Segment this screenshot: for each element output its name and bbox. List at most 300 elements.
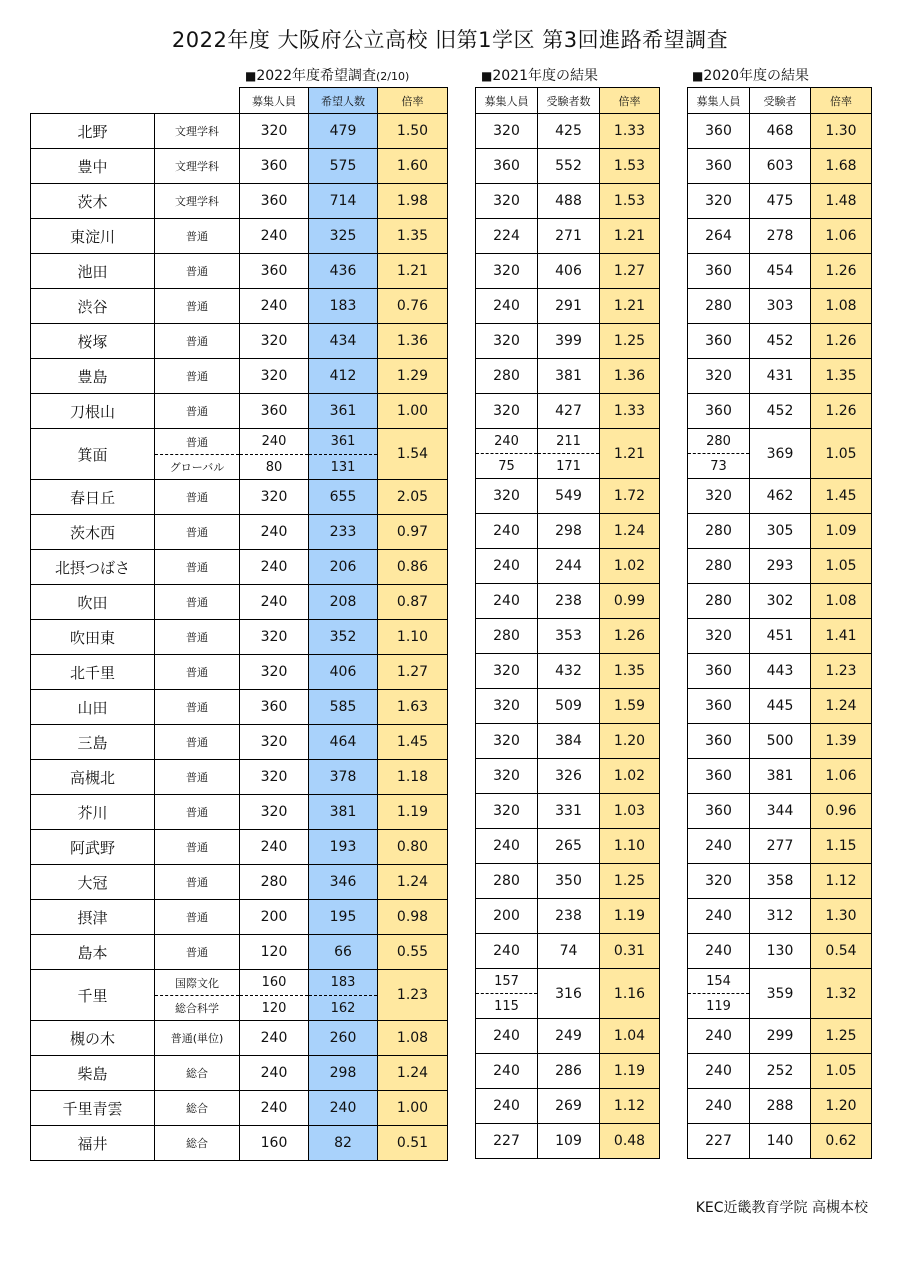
capacity-cell: 280 [688,429,750,454]
school-name: 山田 [31,690,155,725]
table-row [688,219,872,254]
ratio-cell: 1.06 [811,759,872,794]
applicants-cell: 464 [309,725,378,760]
ratio-cell: 1.21 [600,289,660,324]
school-name: 茨木西 [31,515,155,550]
ratio-cell: 1.35 [811,359,872,394]
course-type: 普通 [155,900,240,935]
ratio-cell: 1.05 [811,549,872,584]
applicants-cell: 412 [309,359,378,394]
table-row [476,584,660,619]
table-row [688,114,872,149]
ratio-cell: 1.24 [378,1056,448,1091]
course-type: 普通 [155,690,240,725]
examinees-cell: 353 [538,619,600,654]
capacity-cell: 200 [240,900,309,935]
header-cell: 希望人数 [309,88,378,114]
examinees-cell: 509 [538,689,600,724]
table-row [688,1089,872,1124]
ratio-cell: 1.35 [600,654,660,689]
table-row [688,514,872,549]
examinees-cell: 269 [538,1089,600,1124]
header-cell: 募集人員 [240,88,309,114]
examinees-cell: 452 [750,394,811,429]
examinees-cell: 299 [750,1019,811,1054]
ratio-cell: 1.27 [378,655,448,690]
examinees-cell: 291 [538,289,600,324]
applicants-cell: 66 [309,935,378,970]
course-type: 普通 [155,394,240,429]
examinees-cell: 443 [750,654,811,689]
capacity-cell: 360 [240,394,309,429]
table-row [31,429,448,455]
capacity-cell: 280 [688,584,750,619]
capacity-cell: 240 [240,515,309,550]
capacity-cell: 240 [688,934,750,969]
ratio-cell: 0.96 [811,794,872,829]
course-type: 文理学科 [155,114,240,149]
capacity-cell: 240 [476,429,538,454]
ratio-cell: 1.19 [600,1054,660,1089]
table-row [688,829,872,864]
applicants-cell: 206 [309,550,378,585]
table-row [688,324,872,359]
ratio-cell: 1.36 [600,359,660,394]
applicants-cell: 346 [309,865,378,900]
square-bullet-icon: ■ [692,69,704,83]
capacity-cell: 240 [476,549,538,584]
table-row [476,969,660,994]
header-row [476,88,660,114]
table-row [476,184,660,219]
school-name: 芥川 [31,795,155,830]
table-row [476,934,660,969]
course-type: 普通 [155,429,240,455]
ratio-cell: 1.05 [811,429,872,479]
ratio-cell: 1.63 [378,690,448,725]
table-row [688,969,872,994]
ratio-cell: 1.30 [811,114,872,149]
ratio-cell: 1.53 [600,149,660,184]
table-row [31,114,448,149]
ratio-cell: 1.08 [811,289,872,324]
capacity-cell: 73 [688,454,750,479]
table-row [688,724,872,759]
table-row [31,254,448,289]
table-row [688,1019,872,1054]
table-row [688,359,872,394]
table-row [688,899,872,934]
ratio-cell: 1.10 [378,620,448,655]
ratio-cell: 1.23 [378,970,448,1021]
capacity-cell: 360 [240,254,309,289]
examinees-cell: 244 [538,549,600,584]
capacity-cell: 360 [688,724,750,759]
table-row [688,759,872,794]
capacity-cell: 240 [476,1089,538,1124]
capacity-cell: 154 [688,969,750,994]
examinees-cell: 331 [538,794,600,829]
header-cell: 受験者数 [538,88,600,114]
ratio-cell: 1.06 [811,219,872,254]
school-name: 茨木 [31,184,155,219]
applicants-cell: 208 [309,585,378,620]
examinees-cell: 603 [750,149,811,184]
school-name: 北摂つばさ [31,550,155,585]
capacity-cell: 320 [476,724,538,759]
ratio-cell: 1.26 [811,394,872,429]
capacity-cell: 80 [240,455,309,480]
ratio-cell: 1.02 [600,549,660,584]
examinees-cell: 381 [750,759,811,794]
ratio-cell: 0.97 [378,515,448,550]
school-name: 高槻北 [31,760,155,795]
table-row [31,149,448,184]
table-row [476,254,660,289]
table-row [476,149,660,184]
table-row [688,149,872,184]
ratio-cell: 1.08 [811,584,872,619]
header-row [31,88,448,114]
ratio-cell: 1.53 [600,184,660,219]
capacity-cell: 320 [476,184,538,219]
table-row [688,794,872,829]
examinees-cell: 350 [538,864,600,899]
ratio-cell: 0.87 [378,585,448,620]
examinees-cell: 74 [538,934,600,969]
capacity-cell: 240 [688,1089,750,1124]
capacity-cell: 240 [240,830,309,865]
ratio-cell: 1.15 [811,829,872,864]
ratio-cell: 1.32 [811,969,872,1019]
capacity-cell: 320 [476,759,538,794]
school-name: 福井 [31,1126,155,1161]
course-type: 普通 [155,795,240,830]
ratio-cell: 1.36 [378,324,448,359]
course-type: 普通 [155,359,240,394]
table-row [476,899,660,934]
examinees-cell: 293 [750,549,811,584]
course-type: 普通(単位) [155,1021,240,1056]
examinees-cell: 451 [750,619,811,654]
school-name: 千里 [31,970,155,1021]
ratio-cell: 1.68 [811,149,872,184]
table-row [31,865,448,900]
capacity-cell: 320 [240,114,309,149]
table-row [688,1054,872,1089]
capacity-cell: 240 [476,829,538,864]
capacity-cell: 280 [688,514,750,549]
table-row [31,620,448,655]
table-row [476,479,660,514]
examinees-cell: 286 [538,1054,600,1089]
capacity-cell: 360 [688,394,750,429]
course-type: 普通 [155,760,240,795]
table-row [476,689,660,724]
applicants-cell: 193 [309,830,378,865]
ratio-cell: 1.21 [600,429,660,479]
examinees-cell: 288 [750,1089,811,1124]
table-row [31,795,448,830]
course-type: 普通 [155,620,240,655]
capacity-cell: 240 [688,1054,750,1089]
ratio-cell: 1.26 [811,254,872,289]
ratio-cell: 1.33 [600,114,660,149]
capacity-cell: 320 [476,394,538,429]
applicants-cell: 131 [309,455,378,480]
capacity-cell: 227 [688,1124,750,1159]
capacity-cell: 320 [476,479,538,514]
applicants-cell: 352 [309,620,378,655]
ratio-cell: 1.18 [378,760,448,795]
table-row [31,1021,448,1056]
examinees-cell: 252 [750,1054,811,1089]
capacity-cell: 360 [688,254,750,289]
ratio-cell: 1.54 [378,429,448,480]
course-type: 普通 [155,585,240,620]
capacity-cell: 320 [476,654,538,689]
ratio-cell: 1.24 [811,689,872,724]
ratio-cell: 1.33 [600,394,660,429]
ratio-cell: 0.55 [378,935,448,970]
table-row [476,514,660,549]
applicants-cell: 361 [309,429,378,455]
course-type: 普通 [155,830,240,865]
examinees-cell: 500 [750,724,811,759]
ratio-cell: 1.25 [811,1019,872,1054]
ratio-cell: 1.00 [378,394,448,429]
ratio-cell: 0.31 [600,934,660,969]
examinees-cell: 384 [538,724,600,759]
capacity-cell: 320 [240,760,309,795]
ratio-cell: 1.00 [378,1091,448,1126]
applicants-cell: 434 [309,324,378,359]
capacity-cell: 360 [688,759,750,794]
table-row [476,759,660,794]
course-type: 総合 [155,1091,240,1126]
capacity-cell: 360 [688,689,750,724]
section-2021-label: ■2021年度の結果 [481,68,598,84]
table-row [476,394,660,429]
capacity-cell: 240 [240,1056,309,1091]
examinees-cell: 211 [538,429,600,454]
table-row [31,550,448,585]
ratio-cell: 0.51 [378,1126,448,1161]
capacity-cell: 240 [240,289,309,324]
school-name: 三島 [31,725,155,760]
ratio-cell: 1.03 [600,794,660,829]
capacity-cell: 280 [476,864,538,899]
table-row [688,254,872,289]
ratio-cell: 1.20 [600,724,660,759]
capacity-cell: 160 [240,970,309,996]
table-row [31,324,448,359]
examinees-cell: 302 [750,584,811,619]
capacity-cell: 240 [240,1021,309,1056]
ratio-cell: 1.21 [378,254,448,289]
table-row [688,619,872,654]
header-cell: 募集人員 [476,88,538,114]
capacity-cell: 224 [476,219,538,254]
table-2021 [475,87,660,1159]
capacity-cell: 240 [240,585,309,620]
school-name: 豊中 [31,149,155,184]
school-name: 阿武野 [31,830,155,865]
capacity-cell: 280 [476,619,538,654]
header-cell: 倍率 [378,88,448,114]
ratio-cell: 0.98 [378,900,448,935]
capacity-cell: 360 [240,690,309,725]
table-row [31,289,448,324]
capacity-cell: 320 [688,864,750,899]
capacity-cell: 320 [688,619,750,654]
table-row [31,900,448,935]
ratio-cell: 1.45 [811,479,872,514]
examinees-cell: 109 [538,1124,600,1159]
course-type: 国際文化 [155,970,240,996]
examinees-cell: 432 [538,654,600,689]
table-row [688,184,872,219]
examinees-cell: 462 [750,479,811,514]
capacity-cell: 240 [476,584,538,619]
ratio-cell: 1.24 [600,514,660,549]
table-row [31,1056,448,1091]
applicants-cell: 655 [309,480,378,515]
capacity-cell: 320 [240,324,309,359]
ratio-cell: 1.26 [811,324,872,359]
capacity-cell: 360 [240,149,309,184]
school-name: 千里青雲 [31,1091,155,1126]
course-type: 普通 [155,550,240,585]
table-row [31,725,448,760]
examinees-cell: 140 [750,1124,811,1159]
examinees-cell: 549 [538,479,600,514]
table-row [688,864,872,899]
ratio-cell: 1.05 [811,1054,872,1089]
examinees-cell: 399 [538,324,600,359]
ratio-cell: 1.21 [600,219,660,254]
table-row [688,394,872,429]
table-row [476,794,660,829]
applicants-cell: 162 [309,996,378,1021]
capacity-cell: 120 [240,996,309,1021]
applicants-cell: 298 [309,1056,378,1091]
examinees-cell: 326 [538,759,600,794]
school-name: 摂津 [31,900,155,935]
capacity-cell: 320 [240,359,309,394]
table-row [31,970,448,996]
school-name: 柴島 [31,1056,155,1091]
capacity-cell: 280 [688,549,750,584]
examinees-cell: 249 [538,1019,600,1054]
ratio-cell: 1.24 [378,865,448,900]
header-cell: 募集人員 [688,88,750,114]
header-cell: 倍率 [600,88,660,114]
table-row [31,480,448,515]
table-row [31,585,448,620]
examinees-cell: 552 [538,149,600,184]
table-row [476,114,660,149]
ratio-cell: 1.59 [600,689,660,724]
capacity-cell: 280 [688,289,750,324]
capacity-cell: 320 [688,479,750,514]
course-type: 普通 [155,324,240,359]
table-row [476,1124,660,1159]
table-row [476,829,660,864]
table-row [688,289,872,324]
table-row [31,830,448,865]
course-type: 普通 [155,935,240,970]
examinees-cell: 431 [750,359,811,394]
capacity-cell: 360 [688,324,750,359]
capacity-cell: 320 [476,794,538,829]
examinees-cell: 305 [750,514,811,549]
examinees-cell: 475 [750,184,811,219]
ratio-cell: 1.30 [811,899,872,934]
capacity-cell: 360 [688,149,750,184]
table-row [31,690,448,725]
applicants-cell: 183 [309,289,378,324]
ratio-cell: 1.35 [378,219,448,254]
table-row [688,549,872,584]
examinees-cell: 238 [538,584,600,619]
applicants-cell: 378 [309,760,378,795]
capacity-cell: 200 [476,899,538,934]
table-row [688,934,872,969]
applicants-cell: 195 [309,900,378,935]
school-name: 吹田 [31,585,155,620]
capacity-cell: 320 [240,480,309,515]
ratio-cell: 1.98 [378,184,448,219]
table-row [688,689,872,724]
capacity-cell: 320 [240,795,309,830]
capacity-cell: 320 [240,725,309,760]
table-row [476,864,660,899]
school-name: 北野 [31,114,155,149]
school-name: 春日丘 [31,480,155,515]
table-row [31,1091,448,1126]
table-row [476,429,660,454]
ratio-cell: 0.86 [378,550,448,585]
examinees-cell: 369 [750,429,811,479]
page-title: 2022年度 大阪府公立高校 旧第1学区 第3回進路希望調査 [171,28,729,52]
examinees-cell: 265 [538,829,600,864]
capacity-cell: 240 [688,829,750,864]
course-type: 普通 [155,219,240,254]
table-row [476,619,660,654]
table-row [31,184,448,219]
applicants-cell: 233 [309,515,378,550]
examinees-cell: 171 [538,454,600,479]
table-row [31,655,448,690]
section-2022-label: ■2022年度希望調査(2/10) [245,68,410,84]
applicants-cell: 436 [309,254,378,289]
school-name: 槻の木 [31,1021,155,1056]
capacity-cell: 157 [476,969,538,994]
applicants-cell: 406 [309,655,378,690]
course-type: 普通 [155,289,240,324]
examinees-cell: 468 [750,114,811,149]
capacity-cell: 240 [476,1054,538,1089]
ratio-cell: 1.25 [600,324,660,359]
examinees-cell: 303 [750,289,811,324]
footer-credit: KEC近畿教育学院 高槻本校 [695,1200,868,1216]
applicants-cell: 82 [309,1126,378,1161]
ratio-cell: 1.39 [811,724,872,759]
examinees-cell: 488 [538,184,600,219]
capacity-cell: 227 [476,1124,538,1159]
capacity-cell: 240 [240,219,309,254]
